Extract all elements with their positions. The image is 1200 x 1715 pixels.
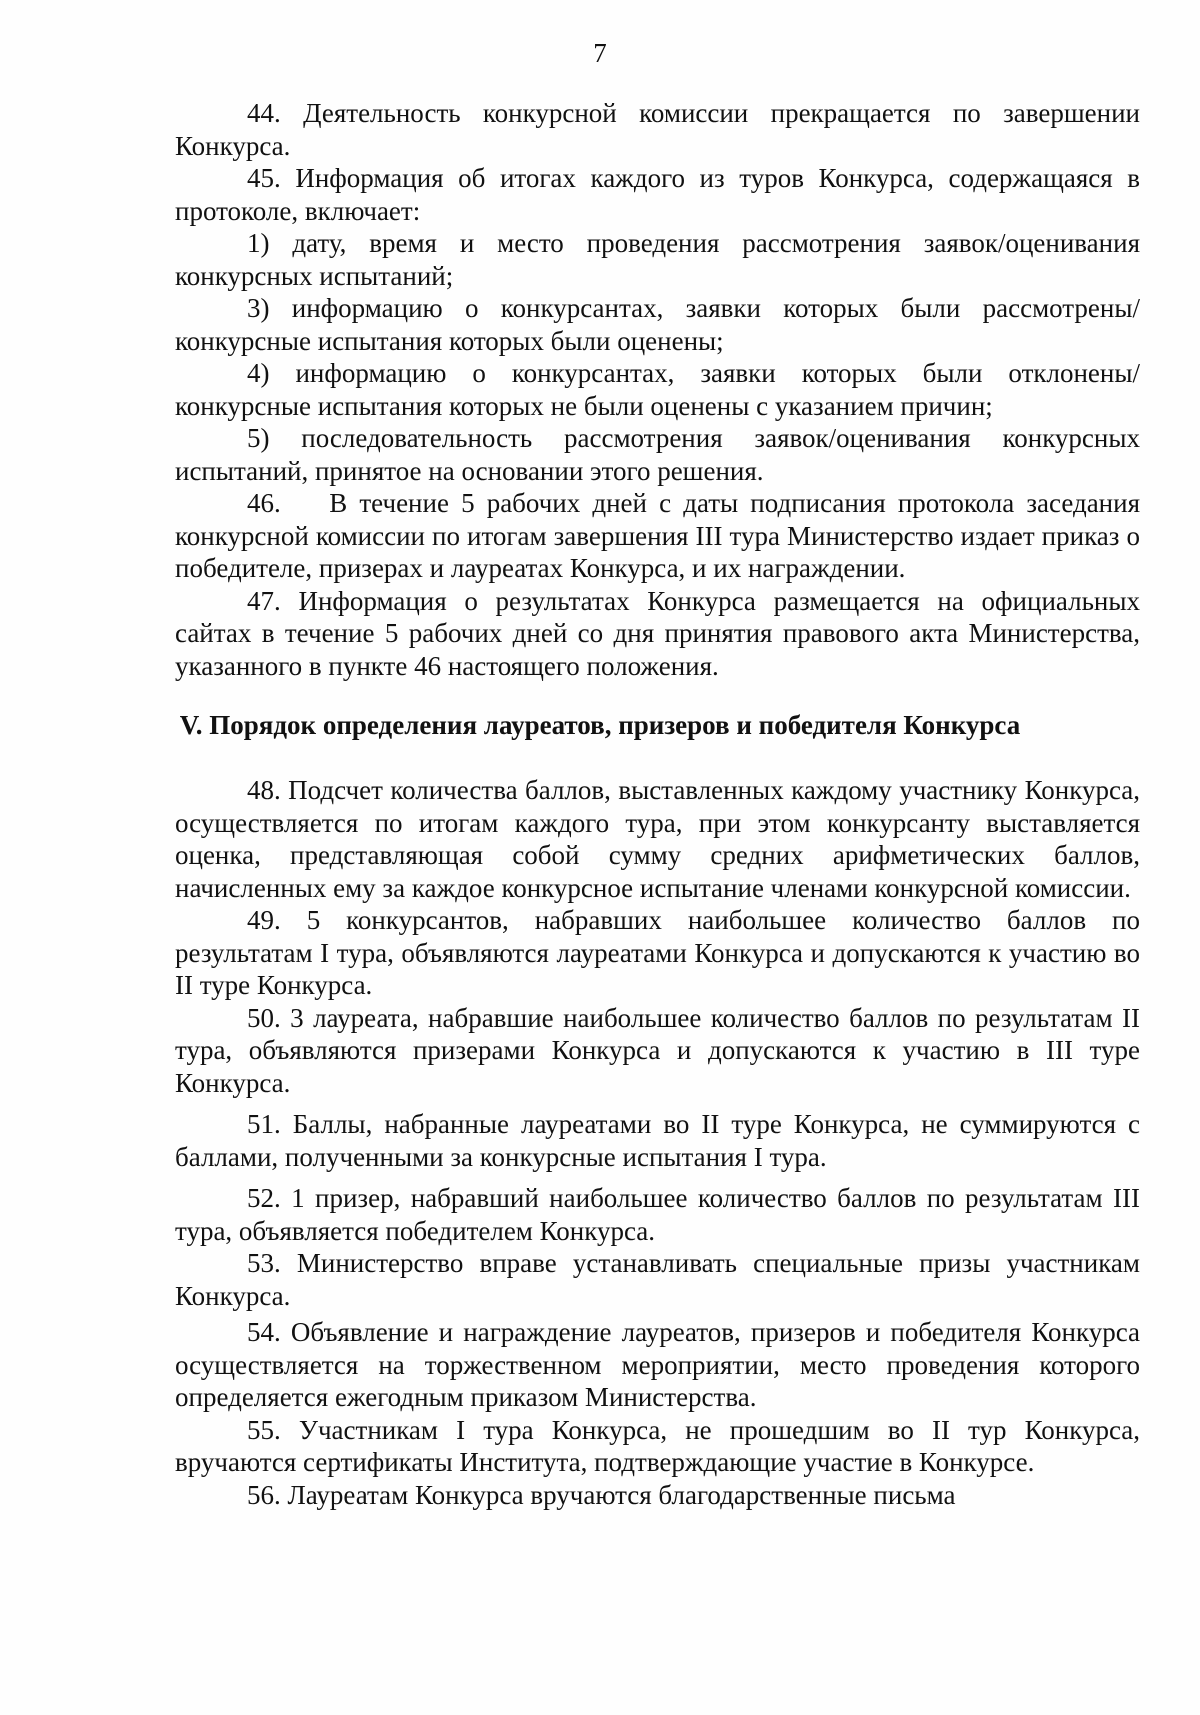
paragraph-50: 50. 3 лауреата, набравшие наибольшее количество баллов по результатам II тура, объявляются призерами Конкурса и допускаются к участию в III туре Конкурса.: [175, 1002, 1140, 1098]
paragraph-44: 44. Деятельность конкурсной комиссии прекращается по завершении Конкурса.: [175, 98, 1140, 161]
paragraph-52: 52. 1 призер, набравший наибольшее количество баллов по результатам III тура, объявляется победителем Конкурса.: [175, 1183, 1140, 1246]
paragraph-56: 56. Лауреатам Конкурса вручаются благодарственные письма: [247, 1479, 956, 1510]
paragraph-45: 45. Информация об итогах каждого из туров Конкурса, содержащаяся в протоколе, включает:: [175, 163, 1140, 226]
paragraph-53: 53. Министерство вправе устанавливать специальные призы участникам Конкурса.: [175, 1248, 1140, 1311]
paragraph-46: 46. В течение 5 рабочих дней с даты подписания протокола заседания конкурсной комиссии по итогам завершения III тура Министерство издает приказ о победителе, призерах и лауреатах Конкурса, и их награждении.: [175, 488, 1140, 583]
list-item-4: 4) информацию о конкурсантах, заявки которых были отклонены/ конкурсные испытания которых не были оценены с указанием причин;: [175, 358, 1140, 421]
paragraph-49: 49. 5 конкурсантов, набравших наибольшее количество баллов по результатам I тура, объявляются лауреатами Конкурса и допускаются к участию во II туре Конкурса.: [175, 905, 1140, 1000]
text-block-part1: [175, 97, 1140, 682]
paragraph-55: 55. Участникам I тура Конкурса, не прошедшим во II тур Конкурса, вручаются сертификаты Института, подтверждающие участие в Конкурсе.: [175, 1414, 1140, 1477]
list-item-3: 3) информацию о конкурсантах, заявки которых были рассмотрены/ конкурсные испытания которых были оценены;: [175, 293, 1140, 356]
list-item-5: 5) последовательность рассмотрения заявок/оценивания конкурсных испытаний, принятое на основании этого решения.: [175, 423, 1140, 486]
paragraph-48: 48. Подсчет количества баллов, выставленных каждому участнику Конкурса, осуществляется по итогам каждого тура, при этом конкурсанту выставляется оценка, представляющая собой сумму средних арифметических баллов, начисленных ему за каждое конкурсное испытание членами конкурсной комиссии.: [175, 775, 1140, 903]
list-item-1: 1) дату, время и место проведения рассмотрения заявок/оценивания конкурсных испытаний;: [175, 228, 1140, 291]
paragraph-47: 47. Информация о результатах Конкурса размещается на официальных сайтах в течение 5 рабочих дней со дня принятия правового акта Министерства, указанного в пункте 46 настоящего положения.: [175, 585, 1140, 681]
page-number: 7: [593, 38, 607, 68]
text-block-part2: [175, 774, 1140, 1511]
paragraph-51: 51. Баллы, набранные лауреатами во II туре Конкурса, не суммируются с баллами, полученными за конкурсные испытания I тура.: [175, 1109, 1140, 1172]
paragraph-54: 54. Объявление и награждение лауреатов, призеров и победителя Конкурса осуществляется на торжественном мероприятии, место проведения которого определяется ежегодным приказом Министерства.: [175, 1317, 1140, 1412]
section-heading: V. Порядок определения лауреатов, призеров и победителя Конкурса: [179, 710, 1021, 740]
